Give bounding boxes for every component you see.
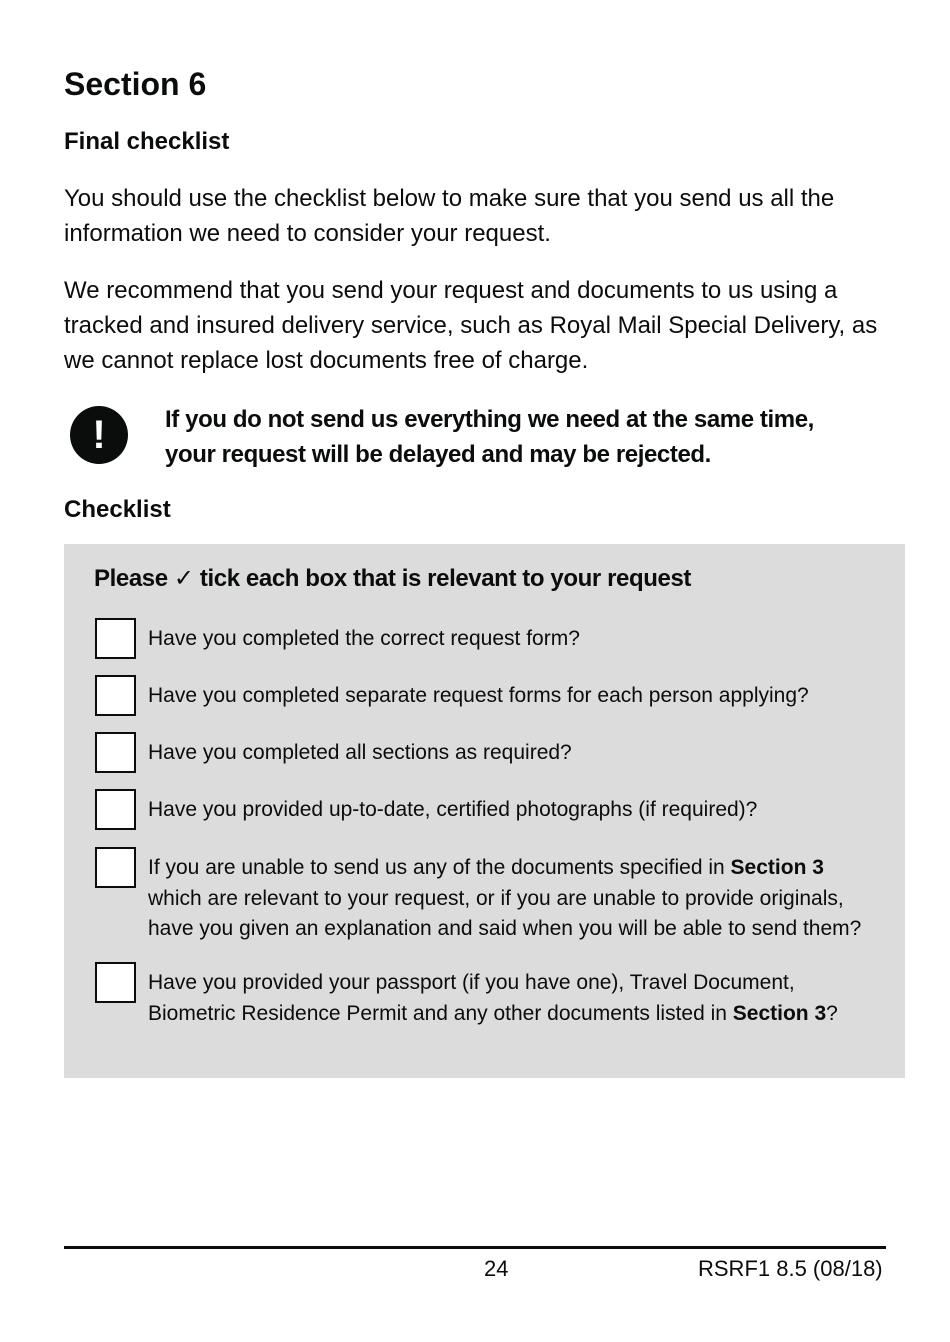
- checklist-panel: [64, 544, 905, 1078]
- form-code: RSRF1 8.5 (08/18): [698, 1256, 883, 1281]
- intro-paragraph-1: You should use the checklist below to make sure that you send us all the information we need to consider your request.: [64, 185, 835, 247]
- item-text-after: which are relevant to your request, or if you are unable to provide originals, have you given an explanation and said when you will be able to send them?: [148, 886, 862, 940]
- item-text-after: ?: [826, 1001, 838, 1025]
- checklist-item-text: [148, 968, 878, 1029]
- item-text-before: Have you provided your passport (if you have one), Travel Document, Biometric Residence Permit and any other documents listed in: [148, 971, 795, 1025]
- item-text-before: If you are unable to send us any of the documents specified in: [148, 856, 731, 879]
- checklist-heading: Checklist: [64, 496, 171, 523]
- section-reference: Section 3: [730, 856, 824, 879]
- section-title: Section 6: [64, 66, 207, 102]
- footer-divider: [64, 1246, 886, 1249]
- warning-icon: !: [70, 406, 128, 464]
- checklist-checkbox[interactable]: [95, 789, 136, 830]
- checklist-item-text: [148, 853, 878, 945]
- checklist-checkbox[interactable]: [95, 962, 136, 1003]
- intro-paragraph-2: We recommend that you send your request and documents to us using a tracked and insured delivery service, such as Royal Mail Special Delivery, as we cannot replace lost documents free of charge.: [64, 277, 878, 374]
- checklist-checkbox[interactable]: [95, 675, 136, 716]
- final-checklist-heading: Final checklist: [64, 128, 230, 155]
- page-number: 24: [484, 1256, 509, 1281]
- checklist-item-text: Have you provided up-to-date, certified photographs (if required)?: [148, 798, 758, 821]
- checklist-instruction: Please ✓ tick each box that is relevant to your request: [94, 565, 691, 592]
- checklist-checkbox[interactable]: [95, 618, 136, 659]
- warning-text: If you do not send us everything we need at the same time, your request will be delayed and may be rejected.: [165, 406, 814, 468]
- checklist-item-text: Have you completed the correct request form?: [148, 627, 580, 650]
- checklist-item-text: Have you completed separate request forms for each person applying?: [148, 684, 809, 707]
- warning-callout: [64, 402, 884, 474]
- section-reference: Section 3: [732, 1001, 827, 1025]
- checklist-checkbox[interactable]: [95, 847, 136, 888]
- checklist-item-text: Have you completed all sections as required?: [148, 741, 572, 764]
- checklist-checkbox[interactable]: [95, 732, 136, 773]
